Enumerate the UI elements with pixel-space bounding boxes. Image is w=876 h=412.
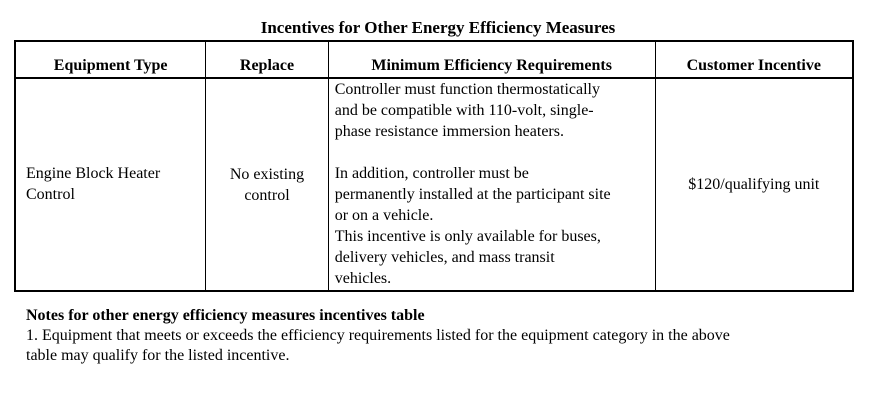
requirement-paragraph-2 xyxy=(335,163,649,226)
note-line: table may qualify for the listed incentive. xyxy=(26,347,290,364)
equipment-type-line: Engine Block Heater xyxy=(26,165,161,182)
requirement-line: In addition, controller must be xyxy=(334,165,529,182)
replace-line: control xyxy=(244,186,290,204)
header-replace: Replace xyxy=(206,41,328,78)
header-incentive: Customer Incentive xyxy=(655,41,853,78)
cell-requirements xyxy=(328,78,655,291)
note-item xyxy=(26,326,846,366)
incentives-table xyxy=(14,40,854,292)
paragraph-gap xyxy=(335,142,649,163)
notes-section xyxy=(26,306,846,366)
requirement-line: vehicles. xyxy=(334,270,392,287)
table-header-row xyxy=(15,41,853,78)
cell-replace xyxy=(206,78,328,291)
header-equipment-type: Equipment Type xyxy=(15,41,206,78)
note-line: 1. Equipment that meets or exceeds the efficiency requirements listed for the equipment category in the above xyxy=(26,327,730,344)
requirement-paragraph-1 xyxy=(335,79,649,142)
equipment-type-line: Control xyxy=(26,186,75,203)
requirement-line: phase resistance immersion heaters. xyxy=(334,123,564,140)
cell-equipment-type xyxy=(15,78,206,291)
replace-line: No existing xyxy=(229,165,305,183)
requirement-paragraph-3 xyxy=(335,226,649,289)
requirement-line: This incentive is only available for buses, xyxy=(334,228,601,245)
requirement-line: and be compatible with 110-volt, single- xyxy=(334,102,594,119)
table-row xyxy=(15,78,853,291)
requirement-line: Controller must function thermostatically xyxy=(334,81,600,98)
requirement-line: delivery vehicles, and mass transit xyxy=(334,249,555,266)
cell-incentive: $120/qualifying unit xyxy=(655,78,853,291)
requirement-line: permanently installed at the participant site xyxy=(334,186,611,203)
notes-title: Notes for other energy efficiency measures incentives table xyxy=(26,307,425,324)
table-title: Incentives for Other Energy Efficiency Measures xyxy=(260,18,616,37)
requirement-line: or on a vehicle. xyxy=(334,207,434,224)
header-requirements: Minimum Efficiency Requirements xyxy=(328,41,655,78)
